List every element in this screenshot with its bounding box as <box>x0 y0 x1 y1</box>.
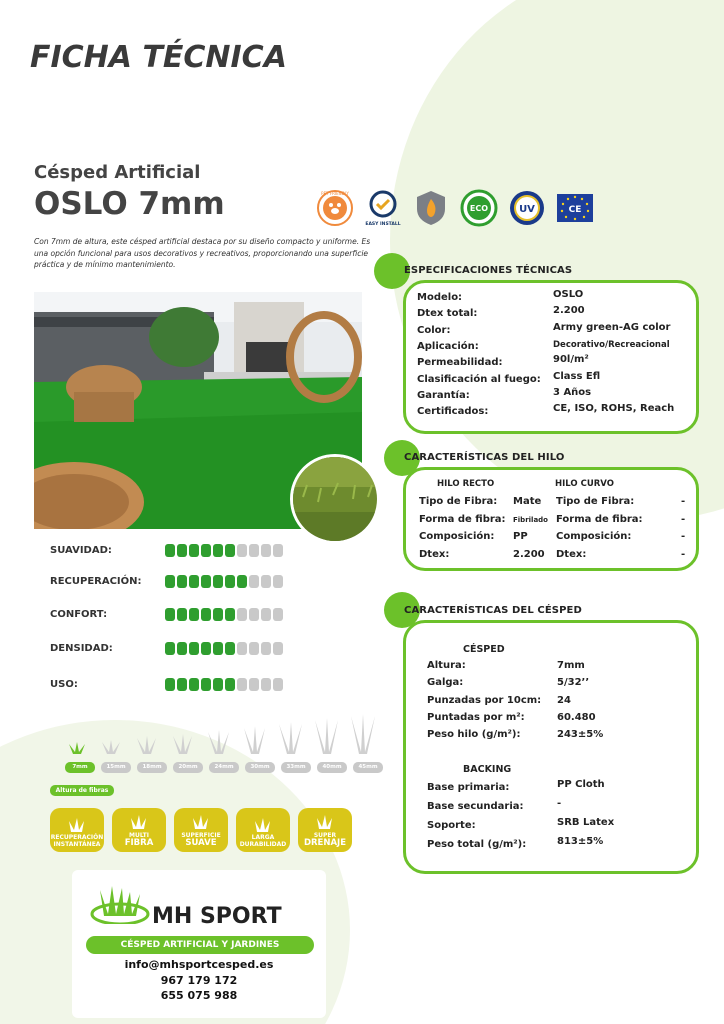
rating-label: RECUPERACIÓN: <box>50 576 142 587</box>
feature-big-text: SUAVE <box>185 838 217 849</box>
height-chip: 40mm <box>317 762 347 773</box>
hilo-curvo-title: HILO CURVO <box>555 479 614 489</box>
rating-segment <box>249 678 259 691</box>
svg-text:UV: UV <box>519 204 535 215</box>
spec-value: OSLO <box>553 289 584 300</box>
rating-segment <box>165 642 175 655</box>
rating-segment <box>273 678 283 691</box>
feature-big-text: DRENAJE <box>303 838 347 849</box>
hilo-curvo-value: - <box>681 496 686 507</box>
rating-segment <box>189 678 199 691</box>
product-description: Con 7mm de altura, este césped artificial destaca por su diseño compacto y uniforme. Es una opción funcional para usos decorativos y recreativos, proporcionando una superficie práctica y de mínimo mantenimiento. <box>34 237 371 270</box>
backing-label: Peso total (g/m²): <box>427 839 527 850</box>
height-chip: 7mm <box>65 762 95 773</box>
feature-badge <box>112 808 166 852</box>
backing-label: Soporte: <box>427 820 476 831</box>
rating-segment <box>273 642 283 655</box>
fiber-height-caption: Altura de fibras <box>50 785 114 796</box>
feature-icon <box>130 814 148 832</box>
spec-value: Army green-AG color <box>553 321 671 333</box>
cesped-subtitle: CÉSPED <box>463 644 505 655</box>
rating-segment <box>249 608 259 621</box>
rating-segment <box>225 608 235 621</box>
rating-segment <box>273 544 283 557</box>
feature-icon <box>192 814 210 832</box>
cesped-label: Altura: <box>427 660 466 671</box>
rating-segment <box>165 678 175 691</box>
feature-icon <box>254 817 272 835</box>
rating-segment <box>225 642 235 655</box>
grass-height-icons <box>65 712 385 756</box>
spec-value: 3 Años <box>553 386 592 398</box>
rating-segment <box>225 544 235 557</box>
hilo-curvo-label: Forma de fibra: <box>556 513 643 525</box>
svg-text:PET FRIENDLY: PET FRIENDLY <box>321 191 349 196</box>
rating-segment <box>273 575 283 588</box>
cesped-box <box>403 620 699 874</box>
backing-value: SRB Latex <box>557 817 615 828</box>
rating-bar <box>165 642 283 655</box>
rating-segment <box>201 544 211 557</box>
spec-label: Certificados: <box>417 406 489 418</box>
rating-segment <box>237 678 247 691</box>
rating-segment <box>213 544 223 557</box>
grass-sample-image <box>290 454 380 544</box>
rating-segment <box>273 608 283 621</box>
rating-segment <box>189 608 199 621</box>
rating-segment <box>261 642 271 655</box>
height-chip: 20mm <box>173 762 203 773</box>
cesped-title: CARACTERÍSTICAS DEL CÉSPED <box>404 605 582 616</box>
cesped-value: 7mm <box>557 660 585 671</box>
cesped-label: Galga: <box>427 677 464 689</box>
spec-label: Modelo: <box>417 292 463 303</box>
feature-small-text: MULTI <box>129 831 149 839</box>
company-name: MH SPORT <box>152 904 282 929</box>
pet-friendly-icon <box>316 188 354 228</box>
company-phone-1[interactable]: 967 179 172 <box>160 974 238 987</box>
spec-label: Garantía: <box>417 389 470 401</box>
hilo-curvo-label: Composición: <box>556 531 632 542</box>
height-chip: 30mm <box>245 762 275 773</box>
hilo-curvo-value: - <box>681 548 686 560</box>
backing-label: Base primaria: <box>427 782 510 793</box>
product-subtitle: Césped Artificial <box>34 162 201 183</box>
product-name: OSLO 7mm <box>34 186 225 222</box>
cesped-label: Puntadas por m²: <box>427 711 525 723</box>
hilo-curvo-value: - <box>681 531 686 542</box>
eco-icon <box>460 188 498 228</box>
feature-badge <box>50 808 104 852</box>
rating-segment <box>165 608 175 621</box>
rating-segment <box>189 575 199 588</box>
rating-segment <box>261 544 271 557</box>
feature-small-text: RECUPERACIÓN INSTANTÁNEA <box>50 834 104 848</box>
spec-label: Color: <box>417 324 451 336</box>
rating-segment <box>177 642 187 655</box>
rating-segment <box>189 642 199 655</box>
rating-segment <box>213 575 223 588</box>
feature-badge <box>174 808 228 852</box>
backing-label: Base secundaria: <box>427 801 524 812</box>
svg-text:CE: CE <box>568 205 582 215</box>
hilo-curvo-label: Tipo de Fibra: <box>556 496 635 507</box>
rating-segment <box>201 642 211 655</box>
rating-segment <box>213 642 223 655</box>
certification-badges <box>316 188 594 228</box>
hilo-recto-value: Fibrilado <box>513 515 548 524</box>
hilo-recto-value: Mate <box>513 496 542 507</box>
page-title: FICHA TÉCNICA <box>30 40 287 75</box>
spec-value: Class Efl <box>553 370 601 382</box>
rating-segment <box>237 544 247 557</box>
hilo-curvo-value: - <box>681 513 686 525</box>
spec-value: 2.200 <box>553 305 585 317</box>
backing-value: 813±5% <box>557 836 604 847</box>
hilo-recto-label: Dtex: <box>419 548 450 560</box>
rating-segment <box>249 544 259 557</box>
easy-install-icon <box>364 188 402 228</box>
backing-subtitle: BACKING <box>463 764 512 775</box>
rating-bar <box>165 608 283 621</box>
spec-label: Aplicación: <box>417 340 479 352</box>
rating-segment <box>249 575 259 588</box>
spec-value: 90l/m² <box>553 354 589 366</box>
feature-small-text: SUPERFICIE <box>181 831 221 839</box>
hilo-recto-title: HILO RECTO <box>437 479 495 489</box>
rating-label: CONFORT: <box>50 609 108 620</box>
height-chip: 24mm <box>209 762 239 773</box>
height-chip: 15mm <box>101 762 131 773</box>
backing-value: - <box>557 798 562 809</box>
hilo-recto-label: Forma de fibra: <box>419 513 506 525</box>
cesped-value: 5/32’’ <box>557 677 590 689</box>
cesped-value: 243±5% <box>557 729 604 741</box>
spec-label: Dtex total: <box>417 308 478 320</box>
feature-badge <box>298 808 352 852</box>
cesped-label: Peso hilo (g/m²): <box>427 729 521 741</box>
grass-icon-7mm <box>69 742 85 754</box>
height-chip: 45mm <box>353 762 383 773</box>
rating-segment <box>237 608 247 621</box>
specs-title: ESPECIFICACIONES TÉCNICAS <box>404 265 573 276</box>
rating-segment <box>261 678 271 691</box>
rating-bar <box>165 544 283 557</box>
rating-segment <box>225 575 235 588</box>
svg-text:ECO: ECO <box>469 204 489 213</box>
rating-bar <box>165 575 283 588</box>
rating-segment <box>201 575 211 588</box>
spec-value: Decorativo/Recreacional <box>553 339 670 350</box>
ce-icon <box>556 188 594 228</box>
hilo-recto-value: PP <box>513 531 528 542</box>
spec-label: Permeabilidad: <box>417 357 503 369</box>
rating-segment <box>201 678 211 691</box>
feature-big-text: FIBRA <box>124 838 154 849</box>
height-chip: 18mm <box>137 762 167 773</box>
rating-segment <box>177 544 187 557</box>
company-email[interactable]: info@mhsportcesped.es <box>124 958 274 971</box>
fire-shield-icon <box>412 188 450 228</box>
uv-icon <box>508 188 546 228</box>
hilo-curvo-label: Dtex: <box>556 548 587 560</box>
rating-label: SUAVIDAD: <box>50 545 112 556</box>
company-card <box>72 870 326 1018</box>
company-phone-2[interactable]: 655 075 988 <box>160 989 238 1002</box>
feature-small-text: LARGA DURABILIDAD <box>239 834 287 848</box>
rating-segment <box>177 608 187 621</box>
spec-label: Clasificación al fuego: <box>417 373 541 385</box>
hilo-recto-label: Composición: <box>419 531 495 542</box>
rating-segment <box>261 608 271 621</box>
company-tagline: CÉSPED ARTIFICIAL Y JARDINES <box>86 936 314 954</box>
height-chip: 33mm <box>281 762 311 773</box>
rating-segment <box>213 678 223 691</box>
rating-segment <box>165 544 175 557</box>
cesped-value: 60.480 <box>557 711 596 723</box>
background-shape-top <box>390 0 724 520</box>
hilo-recto-value: 2.200 <box>513 548 545 560</box>
feature-icon <box>316 814 334 832</box>
rating-segment <box>177 575 187 588</box>
svg-text:EASY INSTALL: EASY INSTALL <box>365 222 401 227</box>
rating-segment <box>201 608 211 621</box>
rating-segment <box>165 575 175 588</box>
grass-logo-icon <box>90 884 150 924</box>
rating-segment <box>249 642 259 655</box>
rating-segment <box>261 575 271 588</box>
feature-icon <box>68 817 86 835</box>
rating-segment <box>177 678 187 691</box>
rating-segment <box>225 678 235 691</box>
rating-segment <box>189 544 199 557</box>
rating-segment <box>237 575 247 588</box>
rating-label: DENSIDAD: <box>50 643 113 654</box>
feature-badge <box>236 808 290 852</box>
spec-value: CE, ISO, ROHS, Reach <box>553 403 675 415</box>
hilo-title: CARACTERÍSTICAS DEL HILO <box>404 452 565 463</box>
cesped-label: Punzadas por 10cm: <box>427 694 542 706</box>
backing-value: PP Cloth <box>557 779 605 790</box>
cesped-value: 24 <box>557 694 571 706</box>
feature-small-text: SUPER <box>313 831 337 839</box>
rating-segment <box>213 608 223 621</box>
rating-segment <box>237 642 247 655</box>
rating-bar <box>165 678 283 691</box>
hilo-recto-label: Tipo de Fibra: <box>419 496 498 507</box>
rating-label: USO: <box>50 679 78 690</box>
